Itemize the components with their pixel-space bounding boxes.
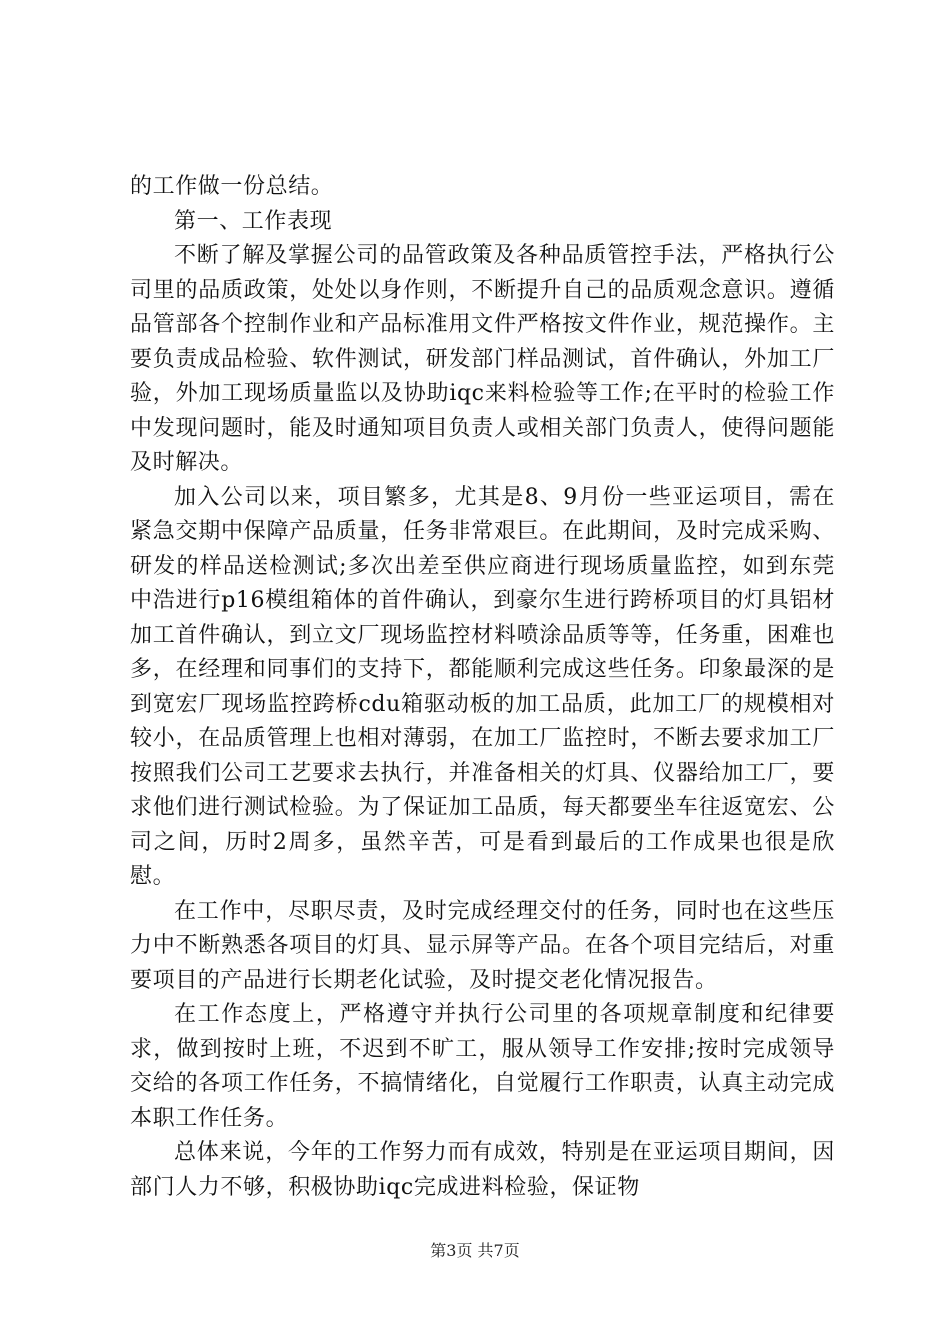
paragraph-continuation: 的工作做一份总结。 <box>130 174 334 199</box>
page-footer: 第3页 共7页 <box>430 1241 520 1260</box>
paragraph-duties: 在工作中，尽职尽责，及时完成经理交付的任务，同时也在这些压力中不断熟悉各项目的灯具、显示屏等产品。在各个项目完结后，对重要项目的产品进行长期老化试验，及时提交老化情况报告。 <box>130 898 835 993</box>
section-heading: 第一、工作表现 <box>174 208 333 234</box>
paragraph-summary: 总体来说，今年的工作努力而有成效，特别是在亚运项目期间，因部门人力不够，积极协助iqc完成进料检验，保证物 <box>130 1140 835 1200</box>
document-body <box>130 170 835 1205</box>
paragraph-projects: 加入公司以来，项目繁多，尤其是8、9月份一些亚运项目，需在紧急交期中保障产品质量，任务非常艰巨。在此期间，及时完成采购、研发的样品送检测试;多次出差至供应商进行现场质量监控，如到东莞中浩进行p16模组箱体的首件确认，到豪尔生进行跨桥项目的灯具铝材加工首件确认，到立文厂现场监控材料喷涂品质等等，任务重，困难也多，在经理和同事们的支持下，都能顺利完成这些任务。印象最深的是到宽宏厂现场监控跨桥cdu箱驱动板的加工品质，此加工厂的规模相对较小，在品质管理上也相对薄弱，在加工厂监控时，不断去要求加工厂按照我们公司工艺要求去执行，并准备相关的灯具、仪器给加工厂，要求他们进行测试检验。为了保证加工品质，每天都要坐车往返宽宏、公司之间，历时2周多，虽然辛苦，可是看到最后的工作成果也很是欣慰。 <box>130 484 835 889</box>
paragraph-quality-policy: 不断了解及掌握公司的品管政策及各种品质管控手法，严格执行公司里的品质政策，处处以身作则，不断提升自己的品质观念意识。遵循品管部各个控制作业和产品标准用文件严格按文件作业，规范操作。主要负责成品检验、软件测试，研发部门样品测试，首件确认，外加工厂验，外加工现场质量监以及协助iqc来料检验等工作;在平时的检验工作中发现问题时，能及时通知项目负责人或相关部门负责人，使得问题能及时解决。 <box>130 243 835 475</box>
paragraph-attitude: 在工作态度上，严格遵守并执行公司里的各项规章制度和纪律要求，做到按时上班，不迟到不旷工，服从领导工作安排;按时完成领导交给的各项工作任务，不搞情绪化，自觉履行工作职责，认真主动完成本职工作任务。 <box>130 1002 835 1131</box>
